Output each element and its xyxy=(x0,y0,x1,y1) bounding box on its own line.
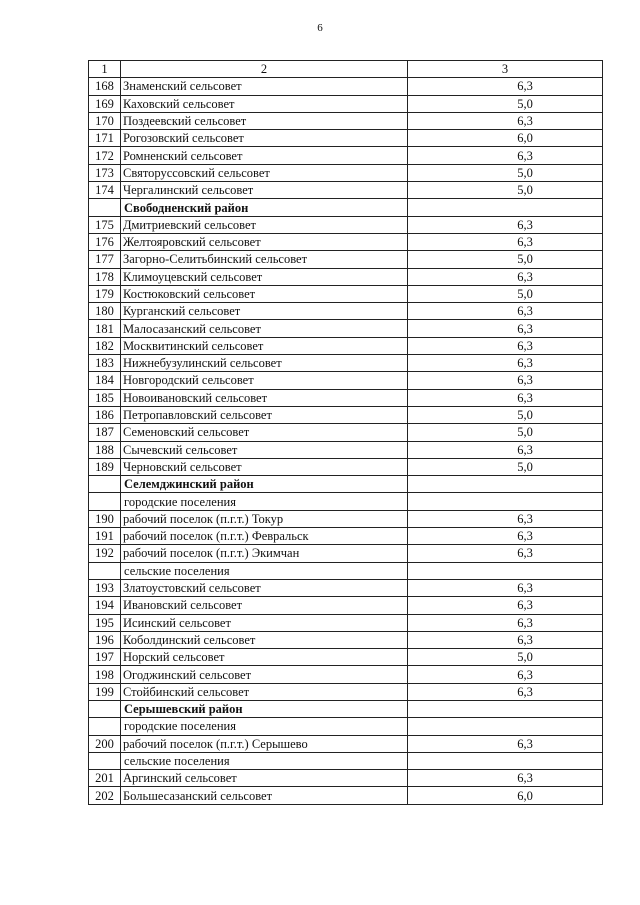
rate-value: 6,3 xyxy=(517,321,533,336)
row-number: 187 xyxy=(89,424,121,441)
rate-value: 6,3 xyxy=(517,235,533,250)
rate-value: 5,0 xyxy=(517,252,533,267)
table-row xyxy=(89,579,603,596)
settlement-name: Исинский сельсовет xyxy=(121,614,408,631)
row-number: 168 xyxy=(89,78,121,95)
settlement-name: Чергалинский сельсовет xyxy=(121,182,408,199)
row-number: 202 xyxy=(89,787,121,804)
rate-value: 6,3 xyxy=(517,338,533,353)
table-row xyxy=(89,528,603,545)
settlement-name: рабочий поселок (п.г.т.) Токур xyxy=(121,510,408,527)
row-number: 173 xyxy=(89,164,121,181)
row-number: 181 xyxy=(89,320,121,337)
table-row xyxy=(89,406,603,423)
row-number: 185 xyxy=(89,389,121,406)
rate-value-cell xyxy=(408,251,603,268)
rate-value-cell xyxy=(408,545,603,562)
row-number: 178 xyxy=(89,268,121,285)
settlement-name: Рогозовский сельсовет xyxy=(121,130,408,147)
rate-value: 5,0 xyxy=(517,287,533,301)
table-row xyxy=(89,164,603,181)
column-header-number: 1 xyxy=(89,61,121,78)
rate-value: 6,3 xyxy=(517,269,533,284)
row-number: 198 xyxy=(89,666,121,683)
rate-value: 6,3 xyxy=(517,511,533,526)
settlement-name: Каховский сельсовет xyxy=(121,95,408,112)
rate-value-cell xyxy=(408,752,603,769)
table-row xyxy=(89,389,603,406)
rate-value-cell xyxy=(408,95,603,112)
rate-value-cell xyxy=(408,112,603,129)
settlement-name: рабочий поселок (п.г.т.) Экимчан xyxy=(121,545,408,562)
row-number xyxy=(89,752,121,769)
rate-value: 6,3 xyxy=(517,442,533,457)
table-row xyxy=(89,770,603,787)
rate-value: 5,0 xyxy=(517,425,533,440)
rate-value-cell xyxy=(408,458,603,475)
table-row xyxy=(89,614,603,631)
table-row xyxy=(89,372,603,389)
row-number: 190 xyxy=(89,510,121,527)
rate-value-cell xyxy=(408,770,603,787)
rate-value: 5,0 xyxy=(517,165,533,180)
row-number: 189 xyxy=(89,458,121,475)
settlement-name: Москвитинский сельсовет xyxy=(121,337,408,354)
settlement-name: Сычевский сельсовет xyxy=(121,441,408,458)
section-label: сельские поселения xyxy=(121,752,408,769)
settlement-name: Черновский сельсовет xyxy=(121,458,408,475)
table-row xyxy=(89,458,603,475)
rate-value-cell xyxy=(408,441,603,458)
rate-value: 5,0 xyxy=(517,408,533,423)
row-number: 183 xyxy=(89,355,121,372)
rate-value: 6,3 xyxy=(517,304,533,319)
settlement-name: Ромненский сельсовет xyxy=(121,147,408,164)
row-number: 197 xyxy=(89,649,121,666)
rate-value-cell xyxy=(408,389,603,406)
row-number: 169 xyxy=(89,95,121,112)
table-row xyxy=(89,285,603,302)
row-number: 201 xyxy=(89,770,121,787)
table-row xyxy=(89,337,603,354)
table-header-row xyxy=(89,61,603,78)
rate-value: 6,3 xyxy=(517,771,533,786)
rate-value-cell xyxy=(408,303,603,320)
row-number xyxy=(89,562,121,579)
rate-value-cell xyxy=(408,285,603,302)
rate-value-cell xyxy=(408,130,603,147)
section-row xyxy=(89,562,603,579)
settlement-name: Новоивановский сельсовет xyxy=(121,389,408,406)
settlement-name: Семеновский сельсовет xyxy=(121,424,408,441)
row-number: 171 xyxy=(89,130,121,147)
table-row xyxy=(89,251,603,268)
settlement-name: Климоуцевский сельсовет xyxy=(121,268,408,285)
rate-value: 6,3 xyxy=(517,632,533,647)
settlement-name: Желтояровский сельсовет xyxy=(121,233,408,250)
district-row xyxy=(89,700,603,717)
table-body xyxy=(89,78,603,804)
rate-value-cell xyxy=(408,476,603,493)
table-row xyxy=(89,597,603,614)
rate-value: 6,3 xyxy=(517,114,533,129)
rate-value: 5,0 xyxy=(517,183,533,198)
rate-value: 6,3 xyxy=(517,598,533,613)
table-row xyxy=(89,216,603,233)
rate-value: 6,3 xyxy=(517,615,533,630)
table-row xyxy=(89,649,603,666)
rate-value-cell xyxy=(408,372,603,389)
table-row xyxy=(89,683,603,700)
table-row xyxy=(89,510,603,527)
table-row xyxy=(89,233,603,250)
row-number: 175 xyxy=(89,216,121,233)
table-row xyxy=(89,631,603,648)
district-name: Свободненский район xyxy=(121,199,408,216)
row-number xyxy=(89,476,121,493)
row-number: 180 xyxy=(89,303,121,320)
settlement-name: Загорно-Селитьбинский сельсовет xyxy=(121,251,408,268)
row-number: 182 xyxy=(89,337,121,354)
table-row xyxy=(89,112,603,129)
row-number: 177 xyxy=(89,251,121,268)
rate-value: 6,3 xyxy=(517,667,533,682)
table-row xyxy=(89,424,603,441)
rate-value-cell xyxy=(408,164,603,181)
table-row xyxy=(89,320,603,337)
rate-value-cell xyxy=(408,199,603,216)
table-row xyxy=(89,735,603,752)
rate-value: 6,3 xyxy=(517,546,533,561)
rate-value: 5,0 xyxy=(517,650,533,665)
settlement-name: Стойбинский сельсовет xyxy=(121,683,408,700)
rate-value-cell xyxy=(408,528,603,545)
rate-value-cell xyxy=(408,233,603,250)
settlement-name: рабочий поселок (п.г.т.) Февральск xyxy=(121,528,408,545)
row-number: 176 xyxy=(89,233,121,250)
row-number: 170 xyxy=(89,112,121,129)
rate-value-cell xyxy=(408,700,603,717)
rate-value-cell xyxy=(408,424,603,441)
rate-value-cell xyxy=(408,579,603,596)
rate-value-cell xyxy=(408,718,603,735)
section-label: городские поселения xyxy=(121,718,408,735)
row-number: 194 xyxy=(89,597,121,614)
settlement-name: Златоустовский сельсовет xyxy=(121,579,408,596)
district-name: Серышевский район xyxy=(121,700,408,717)
rate-value: 6,3 xyxy=(517,390,533,405)
settlement-name: Ивановский сельсовет xyxy=(121,597,408,614)
rate-value-cell xyxy=(408,735,603,752)
rate-value-cell xyxy=(408,683,603,700)
settlement-name: Святоруссовский сельсовет xyxy=(121,164,408,181)
settlement-name: рабочий поселок (п.г.т.) Серышево xyxy=(121,735,408,752)
rate-value: 6,3 xyxy=(517,217,533,232)
row-number: 199 xyxy=(89,683,121,700)
rate-value: 6,3 xyxy=(517,148,533,163)
row-number: 188 xyxy=(89,441,121,458)
settlement-name: Огоджинский сельсовет xyxy=(121,666,408,683)
table-row xyxy=(89,666,603,683)
page-number: 6 xyxy=(317,22,323,34)
table-row xyxy=(89,355,603,372)
section-label: городские поселения xyxy=(121,493,408,510)
settlement-name: Малосазанский сельсовет xyxy=(121,320,408,337)
rate-value: 6,3 xyxy=(517,356,533,371)
rate-value-cell xyxy=(408,493,603,510)
section-label: сельские поселения xyxy=(121,562,408,579)
rate-value-cell xyxy=(408,510,603,527)
district-row xyxy=(89,199,603,216)
row-number xyxy=(89,493,121,510)
rate-value-cell xyxy=(408,337,603,354)
rate-value: 6,3 xyxy=(517,373,533,388)
district-row xyxy=(89,476,603,493)
rate-value: 6,3 xyxy=(517,684,533,699)
rate-value: 6,3 xyxy=(517,79,533,94)
rate-value-cell xyxy=(408,562,603,579)
table-row xyxy=(89,78,603,95)
row-number xyxy=(89,700,121,717)
table-row xyxy=(89,787,603,804)
settlement-name: Нижнебузулинский сельсовет xyxy=(121,355,408,372)
rate-value: 6,3 xyxy=(517,581,533,596)
rate-value: 6,3 xyxy=(517,529,533,544)
row-number: 186 xyxy=(89,406,121,423)
district-name: Селемджинский район xyxy=(121,476,408,493)
rate-value-cell xyxy=(408,78,603,95)
row-number: 195 xyxy=(89,614,121,631)
row-number: 193 xyxy=(89,579,121,596)
rate-value: 6,0 xyxy=(517,788,533,803)
rate-value: 5,0 xyxy=(517,96,533,111)
rate-value: 5,0 xyxy=(517,459,533,474)
row-number: 200 xyxy=(89,735,121,752)
settlement-name: Дмитриевский сельсовет xyxy=(121,216,408,233)
settlement-name: Курганский сельсовет xyxy=(121,303,408,320)
rate-value-cell xyxy=(408,182,603,199)
row-number: 174 xyxy=(89,182,121,199)
rate-value: 6,0 xyxy=(517,131,533,146)
table-row xyxy=(89,147,603,164)
settlement-name: Большесазанский сельсовет xyxy=(121,787,408,804)
row-number: 179 xyxy=(89,285,121,302)
settlement-name: Поздеевский сельсовет xyxy=(121,112,408,129)
settlement-name: Петропавловский сельсовет xyxy=(121,406,408,423)
settlement-name: Новгородский сельсовет xyxy=(121,372,408,389)
data-table xyxy=(88,60,603,805)
table-row xyxy=(89,545,603,562)
section-row xyxy=(89,493,603,510)
table-row xyxy=(89,182,603,199)
rate-value-cell xyxy=(408,268,603,285)
settlement-name: Норский сельсовет xyxy=(121,649,408,666)
row-number: 172 xyxy=(89,147,121,164)
row-number: 192 xyxy=(89,545,121,562)
rate-value-cell xyxy=(408,649,603,666)
table-row xyxy=(89,130,603,147)
table-row xyxy=(89,441,603,458)
rate-value-cell xyxy=(408,216,603,233)
row-number xyxy=(89,718,121,735)
row-number xyxy=(89,199,121,216)
rate-value-cell xyxy=(408,666,603,683)
table-row xyxy=(89,303,603,320)
rate-value-cell xyxy=(408,355,603,372)
settlement-name: Коболдинский сельсовет xyxy=(121,631,408,648)
rate-value-cell xyxy=(408,787,603,804)
column-header-name: 2 xyxy=(121,61,408,78)
row-number: 196 xyxy=(89,631,121,648)
row-number: 191 xyxy=(89,528,121,545)
row-number: 184 xyxy=(89,372,121,389)
rate-value-cell xyxy=(408,406,603,423)
rate-value: 6,3 xyxy=(517,736,533,751)
rate-value-cell xyxy=(408,631,603,648)
settlement-name: Знаменский сельсовет xyxy=(121,78,408,95)
settlement-name: Аргинский сельсовет xyxy=(121,770,408,787)
rate-value-cell xyxy=(408,597,603,614)
column-header-value: 3 xyxy=(408,61,603,78)
settlement-name: Костюковский сельсовет xyxy=(121,285,408,302)
rate-value-cell xyxy=(408,614,603,631)
table-row xyxy=(89,268,603,285)
rate-value-cell xyxy=(408,320,603,337)
rate-value-cell xyxy=(408,147,603,164)
section-row xyxy=(89,718,603,735)
section-row xyxy=(89,752,603,769)
table-row xyxy=(89,95,603,112)
